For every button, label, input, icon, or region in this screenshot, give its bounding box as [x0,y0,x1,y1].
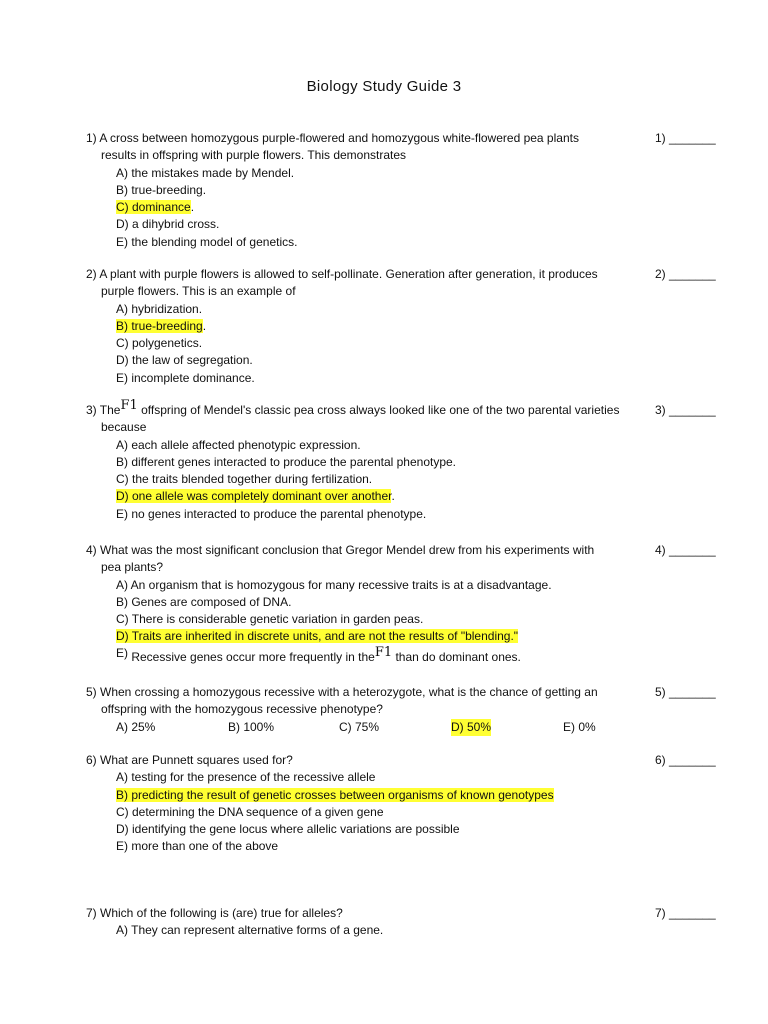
choice-e: E) the blending model of genetics. [116,234,298,249]
choice-a: A) the mistakes made by Mendel. [116,165,295,180]
highlighted-answer: C) dominance [116,200,191,215]
highlighted-answer: D) Traits are inherited in discrete units, and are not the results of "blending." [116,629,519,644]
choice-c: C) determining the DNA sequence of a given gene [116,804,384,819]
answer-blank-3: 3) _______ [655,403,716,417]
answer-blank-5: 5) _______ [655,685,716,699]
question-6 [86,752,726,856]
choice-e: E) 0% [563,719,596,734]
choice-d: D) one allele was completely dominant over another. [116,489,395,504]
choice-a: A) An organism that is homozygous for many recessive traits is at a disadvantage. [116,577,552,592]
choice-b: B) different genes interacted to produce the parental phenotype. [116,454,457,469]
choice-e: E) Recessive genes occur more frequently in theF1 than do dominant ones. [116,644,521,664]
question-stem: 5) When crossing a homozygous recessive with a heterozygote, what is the chance of getting an offspring with the homozygous recessive phenotype? [86,685,598,717]
choice-b: B) 100% [228,719,275,734]
question-stem: 2) A plant with purple flowers is allowed to self-pollinate. Generation after generation, it produces purple flowers. This is an example of [86,267,598,299]
choice-e: E) more than one of the above [116,839,279,854]
question-stem: 3) TheF1 offspring of Mendel's classic pea cross always looked like one of the two parental varieties because [86,398,620,435]
answer-blank-2: 2) _______ [655,267,716,281]
answer-blank-6: 6) _______ [655,753,716,767]
question-4 [86,542,726,666]
answer-blank-1: 1) _______ [655,131,716,145]
choice-d: D) a dihybrid cross. [116,217,220,232]
choice-a: A) hybridization. [116,301,203,316]
choice-e: E) no genes interacted to produce the parental phenotype. [116,506,427,521]
choice-a: A) each allele affected phenotypic expression. [116,437,361,452]
question-stem: 1) A cross between homozygous purple-flowered and homozygous white-flowered pea plants results in offspring with purple flowers. This demonstrates [86,131,579,163]
choice-a: A) 25% [116,719,156,734]
choice-e: E) incomplete dominance. [116,370,255,385]
choice-c: C) polygenetics. [116,336,203,351]
answer-blank-4: 4) _______ [655,543,716,557]
choice-d [116,628,726,645]
choice-d: D) the law of segregation. [116,353,253,368]
choice-d: D) 50% [451,719,491,736]
f1-symbol: F1 [120,398,138,413]
highlighted-answer: B) true-breeding [116,318,203,333]
choice-a: A) testing for the presence of the recessive allele [116,770,376,785]
choice-b: B) true-breeding. [116,182,207,197]
question-stem: 7) Which of the following is (are) true for alleles? [86,906,343,920]
question-stem: 6) What are Punnett squares used for? [86,753,293,767]
choice-b: B) true-breeding. [116,318,207,333]
question-7 [86,905,726,940]
choice-c: C) the traits blended together during fertilization. [116,472,373,487]
choice-c: C) dominance. [116,200,195,215]
choice-row [116,719,726,737]
choice-d: D) identifying the gene locus where allelic variations are possible [116,822,460,837]
question-5 [86,684,726,737]
highlighted-answer: D) one allele was completely dominant over another [116,489,392,504]
choice-b [116,787,726,804]
question-1 [86,130,726,251]
answer-blank-7: 7) _______ [655,906,716,920]
choice-b: B) Genes are composed of DNA. [116,594,292,609]
highlighted-answer: B) predicting the result of genetic crosses between organisms of known genotypes [116,787,554,802]
question-3 [86,398,726,523]
question-2 [86,266,726,387]
question-stem: 4) What was the most significant conclusion that Gregor Mendel drew from his experiments with pea plants? [86,543,595,575]
choice-c: C) There is considerable genetic variation in garden peas. [116,612,424,627]
choice-a: A) They can represent alternative forms of a gene. [116,923,384,938]
choice-c: C) 75% [339,719,380,734]
f1-symbol: F1 [374,644,393,660]
document-title: Biology Study Guide 3 [306,78,462,95]
